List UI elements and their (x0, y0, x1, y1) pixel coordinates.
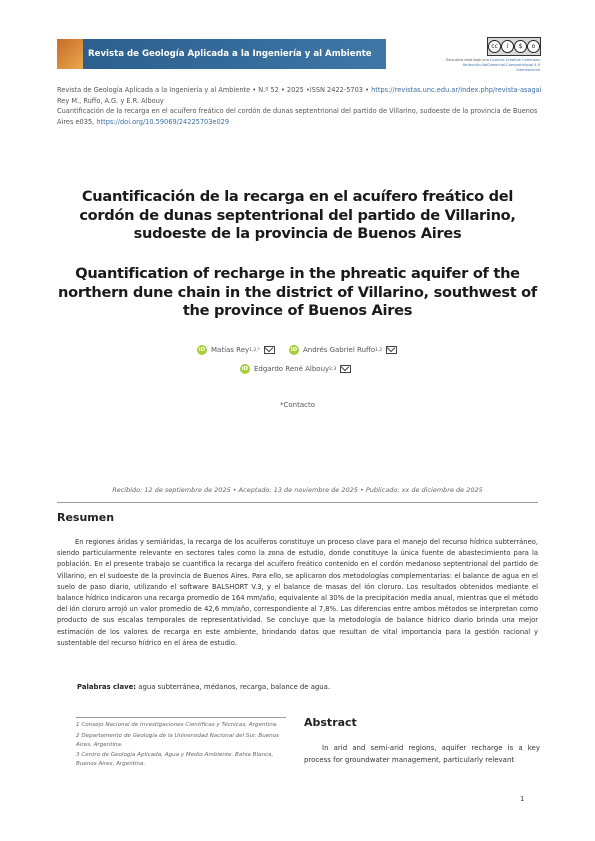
creative-commons-badge[interactable] (487, 37, 541, 56)
orcid-icon[interactable]: iD (198, 347, 206, 353)
resumen-heading: Resumen (57, 511, 115, 524)
keywords (77, 683, 330, 691)
author-affiliation-sup: 1,2 (375, 347, 383, 353)
license-prefix: Esta obra está bajo una (446, 58, 489, 62)
footnote-2: 2 Departamento de Geología de la Universidad Nacional del Sur. Buenos Aires, Argentina. (76, 733, 280, 748)
noncommercial-icon: $ (514, 40, 527, 53)
page-number: 1 (520, 795, 525, 803)
email-icon[interactable] (340, 365, 351, 373)
keywords-label: Palabras clave: (77, 683, 137, 691)
citation-authors: Rey M., Ruffo, A.G. y E.R. Albouy (57, 96, 164, 105)
citation-line1: Revista de Geología Aplicada a la Ingeniería y al Ambiente • N.º 52 • 2025 •ISSN 2422-5703 • (57, 86, 369, 94)
journal-logo (57, 39, 83, 69)
orcid-icon[interactable]: iD (241, 366, 249, 372)
author-name: Andrés Gabriel Ruffo (303, 346, 376, 354)
author-rey (197, 345, 275, 355)
attribution-icon: i (501, 40, 514, 53)
publication-dates: Recibido: 12 de septiembre de 2025 • Aceptado: 13 de noviembre de 2025 • Publicado: xx de diciembre de 2025 (112, 486, 483, 494)
license-notice (440, 58, 540, 73)
doi-link[interactable]: https://doi.org/10.59069/24225703e029 (96, 117, 230, 126)
author-albouy (240, 364, 351, 374)
orcid-icon[interactable]: iD (290, 347, 298, 353)
title-english: Quantification of recharge in the phreatic aquifer of the northern dune chain in the district of Villarino, southwest of the province of Buenos Aires (58, 265, 537, 319)
abstract-body: In arid and semi-arid regions, aquifer recharge is a key process for groundwater management, particularly relevant (304, 744, 540, 764)
title-spanish: Cuantificación de la recarga en el acuífero freático del cordón de dunas septentrional del partido de Villarino, sudoeste de la provincia de Buenos Aires (79, 188, 516, 242)
divider (57, 502, 538, 503)
author-affiliation-sup: 1,2,* (249, 347, 261, 353)
author-name: Matías Rey (211, 346, 250, 354)
abstract-heading: Abstract (304, 716, 357, 729)
author-name: Edgardo René Albouy (254, 365, 330, 373)
journal-url-link[interactable]: https://revistas.unc.edu.ar/index.php/revista-asagai (371, 86, 542, 94)
journal-banner (57, 39, 386, 69)
citation-title: Cuantificación de la recarga en el acuífero freático del cordón de dunas septentrional del partido de Villarino, sudoeste de la provincia de Buenos Aires e035, (57, 107, 538, 126)
license-link[interactable]: Licencia Creative Commons Atribución-NoComercial-CompartirIgual 4.0 Internacional (462, 58, 540, 72)
resumen-body: En regiones áridas y semiáridas, la recarga de los acuíferos constituye un proceso clave para el manejo del recurso hídrico subterráneo, siendo particularmente relevante en sectores tales como la zona de estudio, donde constituye la única fuente de abastecimiento para la población. En el presente trabajo se cuantifica la recarga del acuífero freático contenido en el cordón medanoso septentrional del partido de Villarino, en el sudoeste de la provincia de Buenos Aires. Para ello, se aplicaron dos metodologías complementarias: el balance de agua en el suelo de paso diario, utilizando el software BALSHORT V.3, y el balance de masas del ión cloruro. Los resultados obtenidos mediante el balance hídrico indicaron una recarga promedio de 164 mm/año, equivalente al 30% de la precipitación media anual, mientras que el método del ión cloruro arrojó un valor promedio de 42,6 mm/año, correspondiente al 7,8%. Las diferencias entre ambos métodos se interpretan como producto de sus escalas temporales de representatividad. Se concluye que la metodología de balance hídrico diario brinda una mejor estimación de los valores de recarga en este ambiente, brindando datos que resultan de vital importancia para la gestión racional y sustentable del recurso hídrico en el área de estudio. (57, 538, 538, 647)
cc-icon: cc (488, 40, 501, 53)
author-affiliation-sup: 2,3 (329, 366, 337, 372)
footnote-3: 3 Centro de Geología Aplicada, Agua y Medio Ambiente. Bahía Blanca, Buenos Aires, Argentina. (76, 752, 274, 767)
footnote-divider (76, 717, 286, 718)
contact-note: *Contacto (279, 401, 316, 409)
keywords-text: agua subterránea, médanos, recarga, balance de agua. (138, 683, 331, 691)
author-ruffo (289, 345, 397, 355)
footnote-1: 1 Consejo Nacional de Investigaciones Científicas y Técnicas, Argentina. (76, 722, 278, 728)
email-icon[interactable] (386, 346, 397, 354)
email-icon[interactable] (264, 346, 275, 354)
sharealike-icon: o (527, 40, 540, 53)
journal-title: Revista de Geología Aplicada a la Ingeniería y al Ambiente (88, 49, 372, 59)
citation-block (57, 85, 542, 127)
